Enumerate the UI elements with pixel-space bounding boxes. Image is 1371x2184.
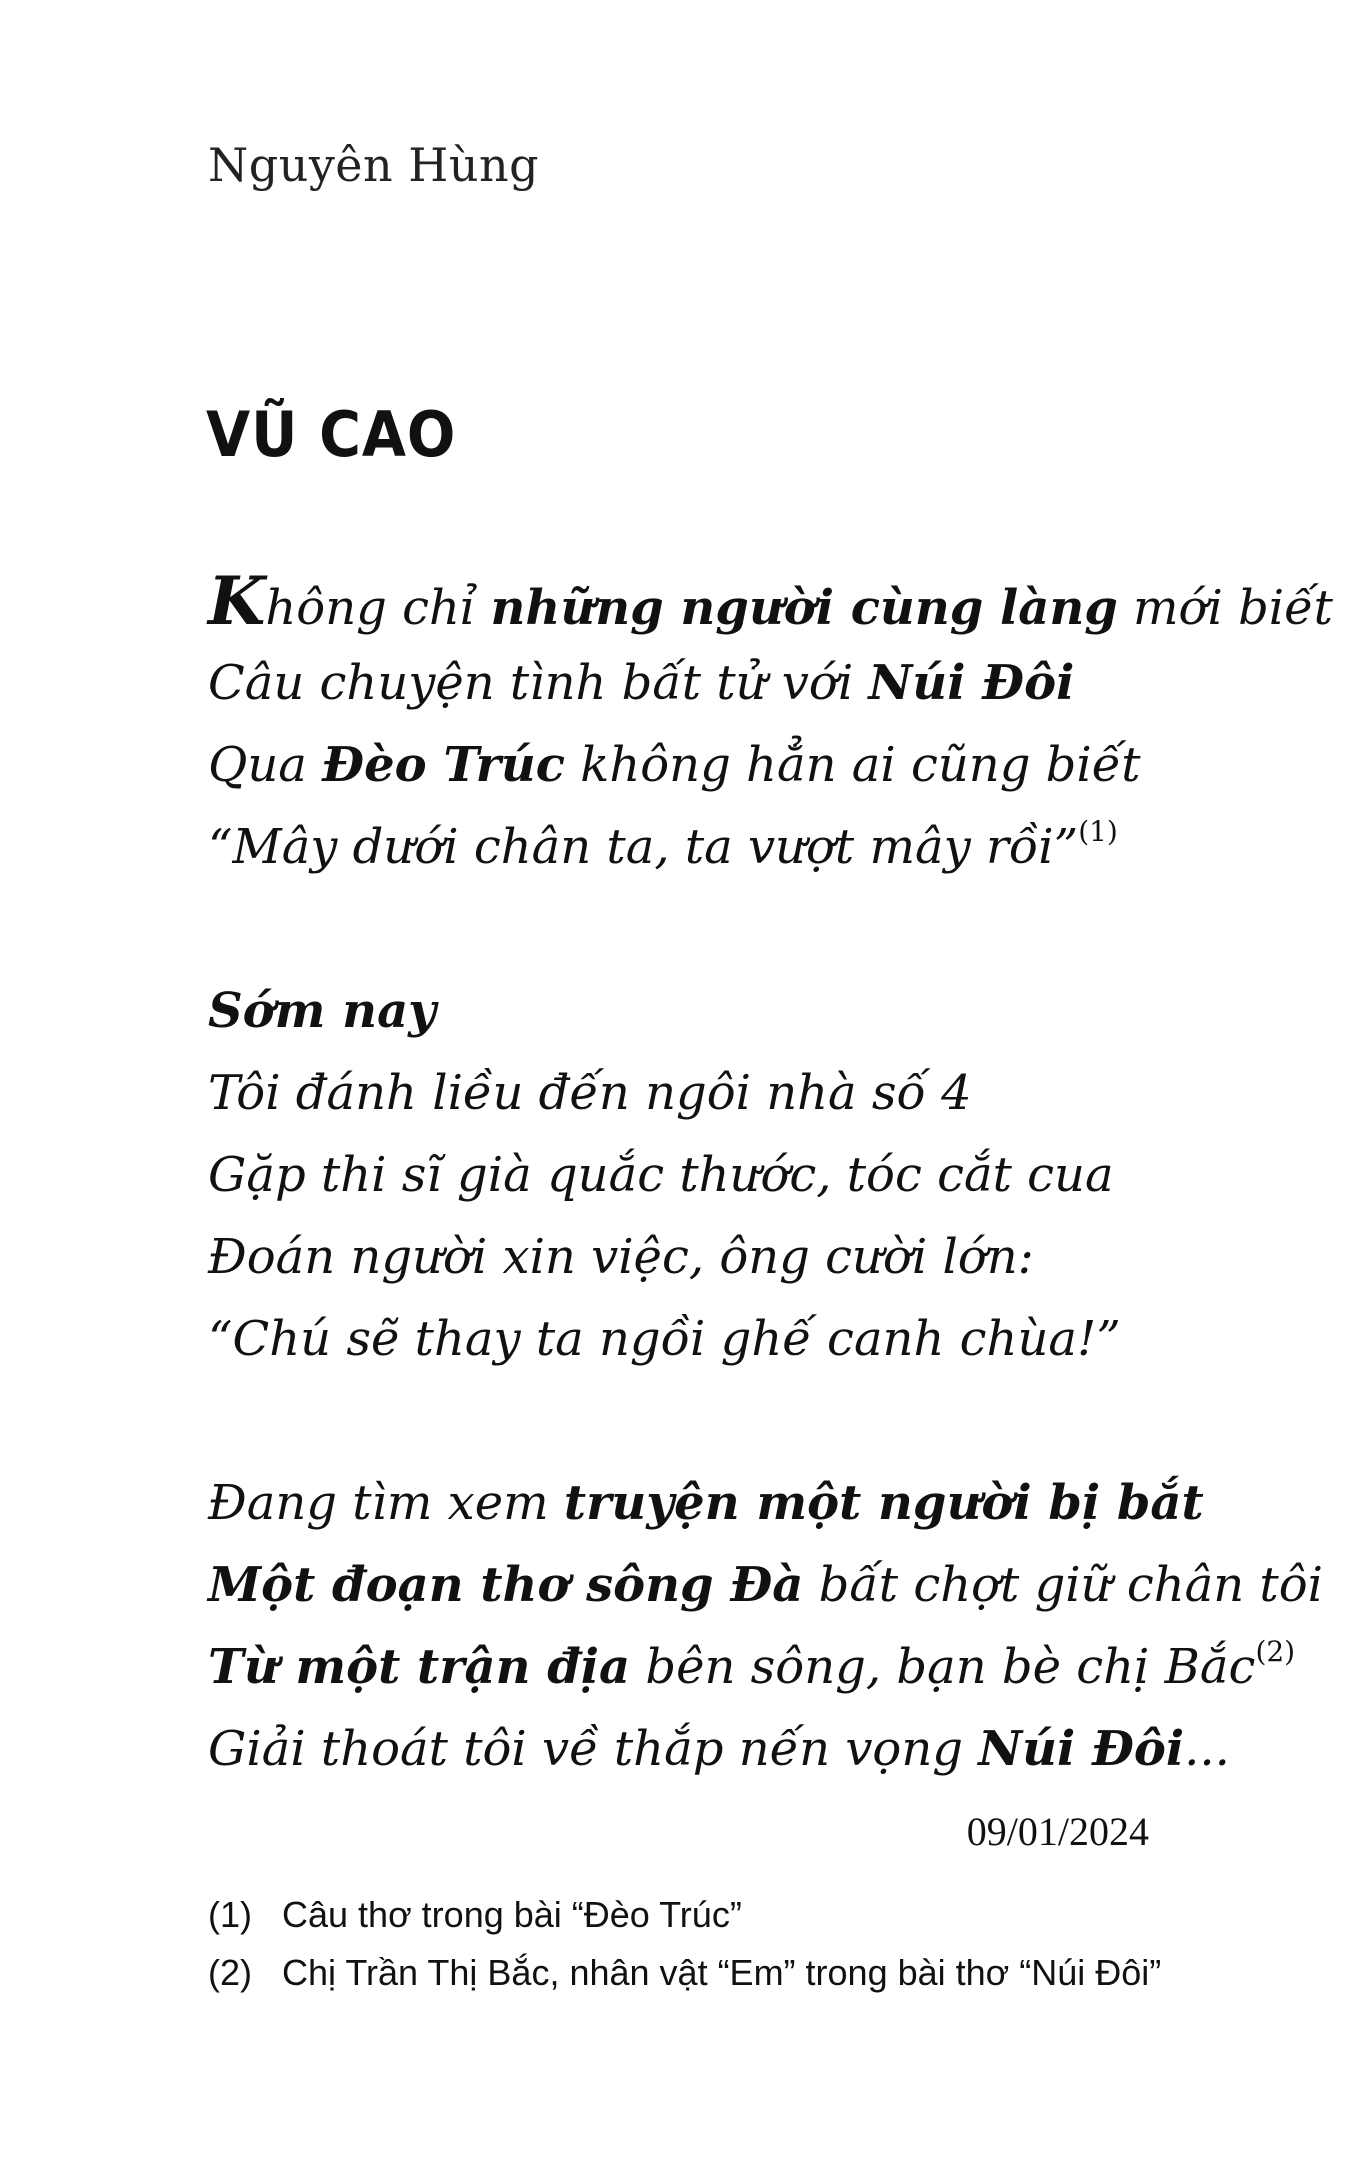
poem-line	[208, 1462, 1268, 1544]
footnote-text: Chị Trần Thị Bắc, nhân vật “Em” trong bài thơ “Núi Đôi”	[282, 1952, 1162, 1993]
footnote	[208, 1886, 1161, 1944]
line-text: Câu chuyện tình bất tử với	[208, 655, 869, 711]
poem-line	[208, 642, 1268, 724]
line-text: không hẳn ai cũng biết	[565, 737, 1141, 793]
footnote-ref: (2)	[1255, 1635, 1296, 1668]
line-text: ...	[1184, 1721, 1230, 1777]
footnote-ref: (1)	[1078, 815, 1118, 848]
drop-cap: K	[208, 562, 266, 640]
stanza	[208, 560, 1333, 888]
line-text: Núi Đôi	[868, 655, 1075, 711]
author-name: Nguyên Hùng	[208, 138, 540, 192]
line-text: Từ một trận địa	[208, 1639, 631, 1695]
line-text: Núi Đôi	[978, 1721, 1185, 1777]
poem-line	[208, 560, 1333, 642]
line-text: “Mây dưới chân ta, ta vượt mây rồi”	[208, 819, 1079, 875]
line-text: Đang tìm xem	[208, 1475, 564, 1531]
line-text: Qua	[208, 737, 323, 793]
poem-line	[208, 806, 1268, 888]
line-text: bên sông, bạn bè chị Bắc	[630, 1639, 1256, 1695]
poem-line	[208, 1544, 1323, 1626]
line-text: bất chợt giữ chân tôi	[803, 1557, 1323, 1613]
line-text: Sớm nay	[208, 983, 437, 1039]
poem-line	[208, 724, 1268, 806]
stanza	[208, 1462, 1323, 1790]
line-text: Gặp thi sĩ già quắc thước, tóc cắt cua	[208, 1147, 1114, 1203]
footnote-text: Câu thơ trong bài “Đèo Trúc”	[282, 1894, 742, 1935]
poem-line	[208, 1298, 1268, 1380]
poem-line	[208, 1134, 1268, 1216]
line-text: mới biết	[1117, 580, 1333, 636]
footnote-number: (1)	[208, 1894, 252, 1935]
line-text: Đoán người xin việc, ông cười lớn:	[208, 1229, 1034, 1285]
line-text: truyện một người bị bắt	[563, 1475, 1204, 1531]
footnote	[208, 1944, 1161, 2002]
poem-line	[208, 1626, 1296, 1708]
poem-line	[208, 970, 1268, 1052]
poem-line	[208, 1052, 1268, 1134]
poem-body	[208, 560, 1333, 1790]
line-text: những người cùng làng	[490, 580, 1118, 636]
footnote-number: (2)	[208, 1952, 252, 1993]
poem-date: 09/01/2024	[966, 1809, 1149, 1854]
line-text: Giải thoát tôi về thắp nến vọng	[208, 1721, 979, 1777]
line-text: “Chú sẽ thay ta ngồi ghế canh chùa!”	[208, 1311, 1121, 1367]
poem-line	[208, 1708, 1268, 1790]
line-text: Tôi đánh liều đến ngôi nhà số 4	[208, 1065, 972, 1121]
poem-title: VŨ CAO	[206, 398, 457, 471]
poem-line	[208, 1216, 1268, 1298]
footnotes	[208, 1886, 1161, 2002]
line-text: Một đoạn thơ sông Đà	[208, 1557, 804, 1613]
line-text: hông chỉ	[265, 580, 491, 636]
stanza	[208, 970, 1268, 1380]
line-text: Đèo Trúc	[322, 737, 565, 793]
